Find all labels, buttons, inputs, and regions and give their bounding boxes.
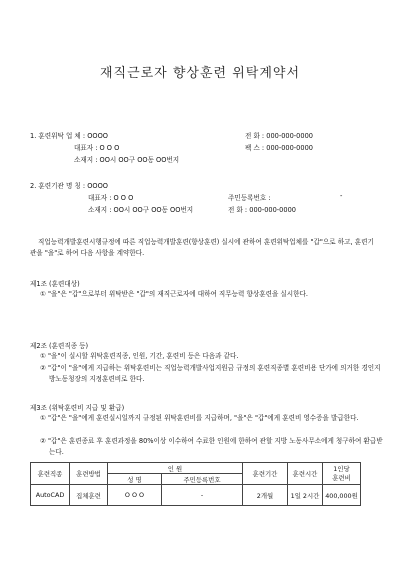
article2-item-1: ① "을"이 실시할 위탁훈련직종, 인원, 기간, 훈련비 등은 다음과 같다. [40,352,239,360]
training-table [30,462,361,506]
cell-rrn: - [162,485,243,506]
header-people: 인 원 [108,463,243,474]
party2-phone: 전 화 : 000-000-0000 [228,206,296,214]
article3-heading: 제3조 (위탁훈련비 지급 및 환급) [30,404,125,412]
document-title: 재직근로자 향상훈련 위탁계약서 [99,66,301,81]
header-rrn: 주민등록번호 [162,474,243,485]
cell-job: AutoCAD [31,485,70,506]
cell-name: O O O [108,485,162,506]
header-hours: 훈련시간 [288,463,323,485]
article2-heading: 제2조 (훈련직종 등) [30,342,89,350]
party1-phone: 전 화 : 000-000-0000 [245,132,313,140]
cell-hours: 1일 2시간 [288,485,323,506]
table-header-row [31,463,361,474]
party2-address: 소재지 : OO시 OO구 OO동 OO번지 [88,206,194,214]
header-cost [323,463,361,485]
party2-label: 2. 훈련기관 명 칭 : OOOO [30,182,108,190]
header-method: 훈련방법 [70,463,108,485]
header-cost-line2: 훈련비 [332,473,351,482]
intro-paragraph: 직업능력개발훈련시행규정에 따른 직업능력개발훈련(향상훈련) 실시에 관하여 훈련위탁업체를 "갑"으로 하고, 훈련기관을 "을"로 하여 다음 사항을 계약한다. [30,238,374,257]
article1-heading: 제1조 (훈련대상) [30,280,80,288]
header-cost-line1: 1인당 [333,464,350,473]
cell-cost: 400,000원 [323,485,361,506]
header-name: 성 명 [108,474,162,485]
party2-rrn-label: 주민등록번호 : [228,194,271,202]
article1-item-1: ① "을"은 "갑"으로부터 위탁받은 "갑"의 재직근로자에 대하여 직무능력 향상훈련을 실시한다. [40,290,309,298]
party1-rep: 대표자 : O O O [74,144,120,152]
party1-fax: 팩 스 : 000-000-0000 [245,144,313,152]
article2-item-2: ② "갑"이 "을"에게 지급하는 위탁훈련비는 직업능력개발사업지원금 규정의 훈련직종별 훈련비용 단가에 의거한 경인지방노동청장의 지정훈련비로 한다. [40,364,381,383]
cell-method: 집체훈련 [70,485,108,506]
header-period: 훈련기간 [243,463,288,485]
cell-period: 2개월 [243,485,288,506]
party1-label: 1. 훈련위탁 업 체 : OOOO [30,132,108,140]
party2-rep: 대표자 : O O O [88,194,134,202]
party2-rrn-dash: - [340,192,343,200]
article3-item-2: ② "갑"은 훈련종료 후 훈련과정을 80%이상 이수하여 수료한 인원에 한하여 관할 지방 노동사무소에게 청구하여 환급받는다. [40,437,383,456]
header-job: 훈련직종 [31,463,70,485]
party1-address: 소재지 : OO시 OO구 OO동 OO번지 [74,156,180,164]
article3-item-1: ① "갑"은 "을"에게 훈련실시일까지 규정된 위탁훈련비를 지급하며, "을"은 "갑"에게 훈련비 영수증을 발급한다. [40,414,359,422]
table-row [31,485,361,506]
